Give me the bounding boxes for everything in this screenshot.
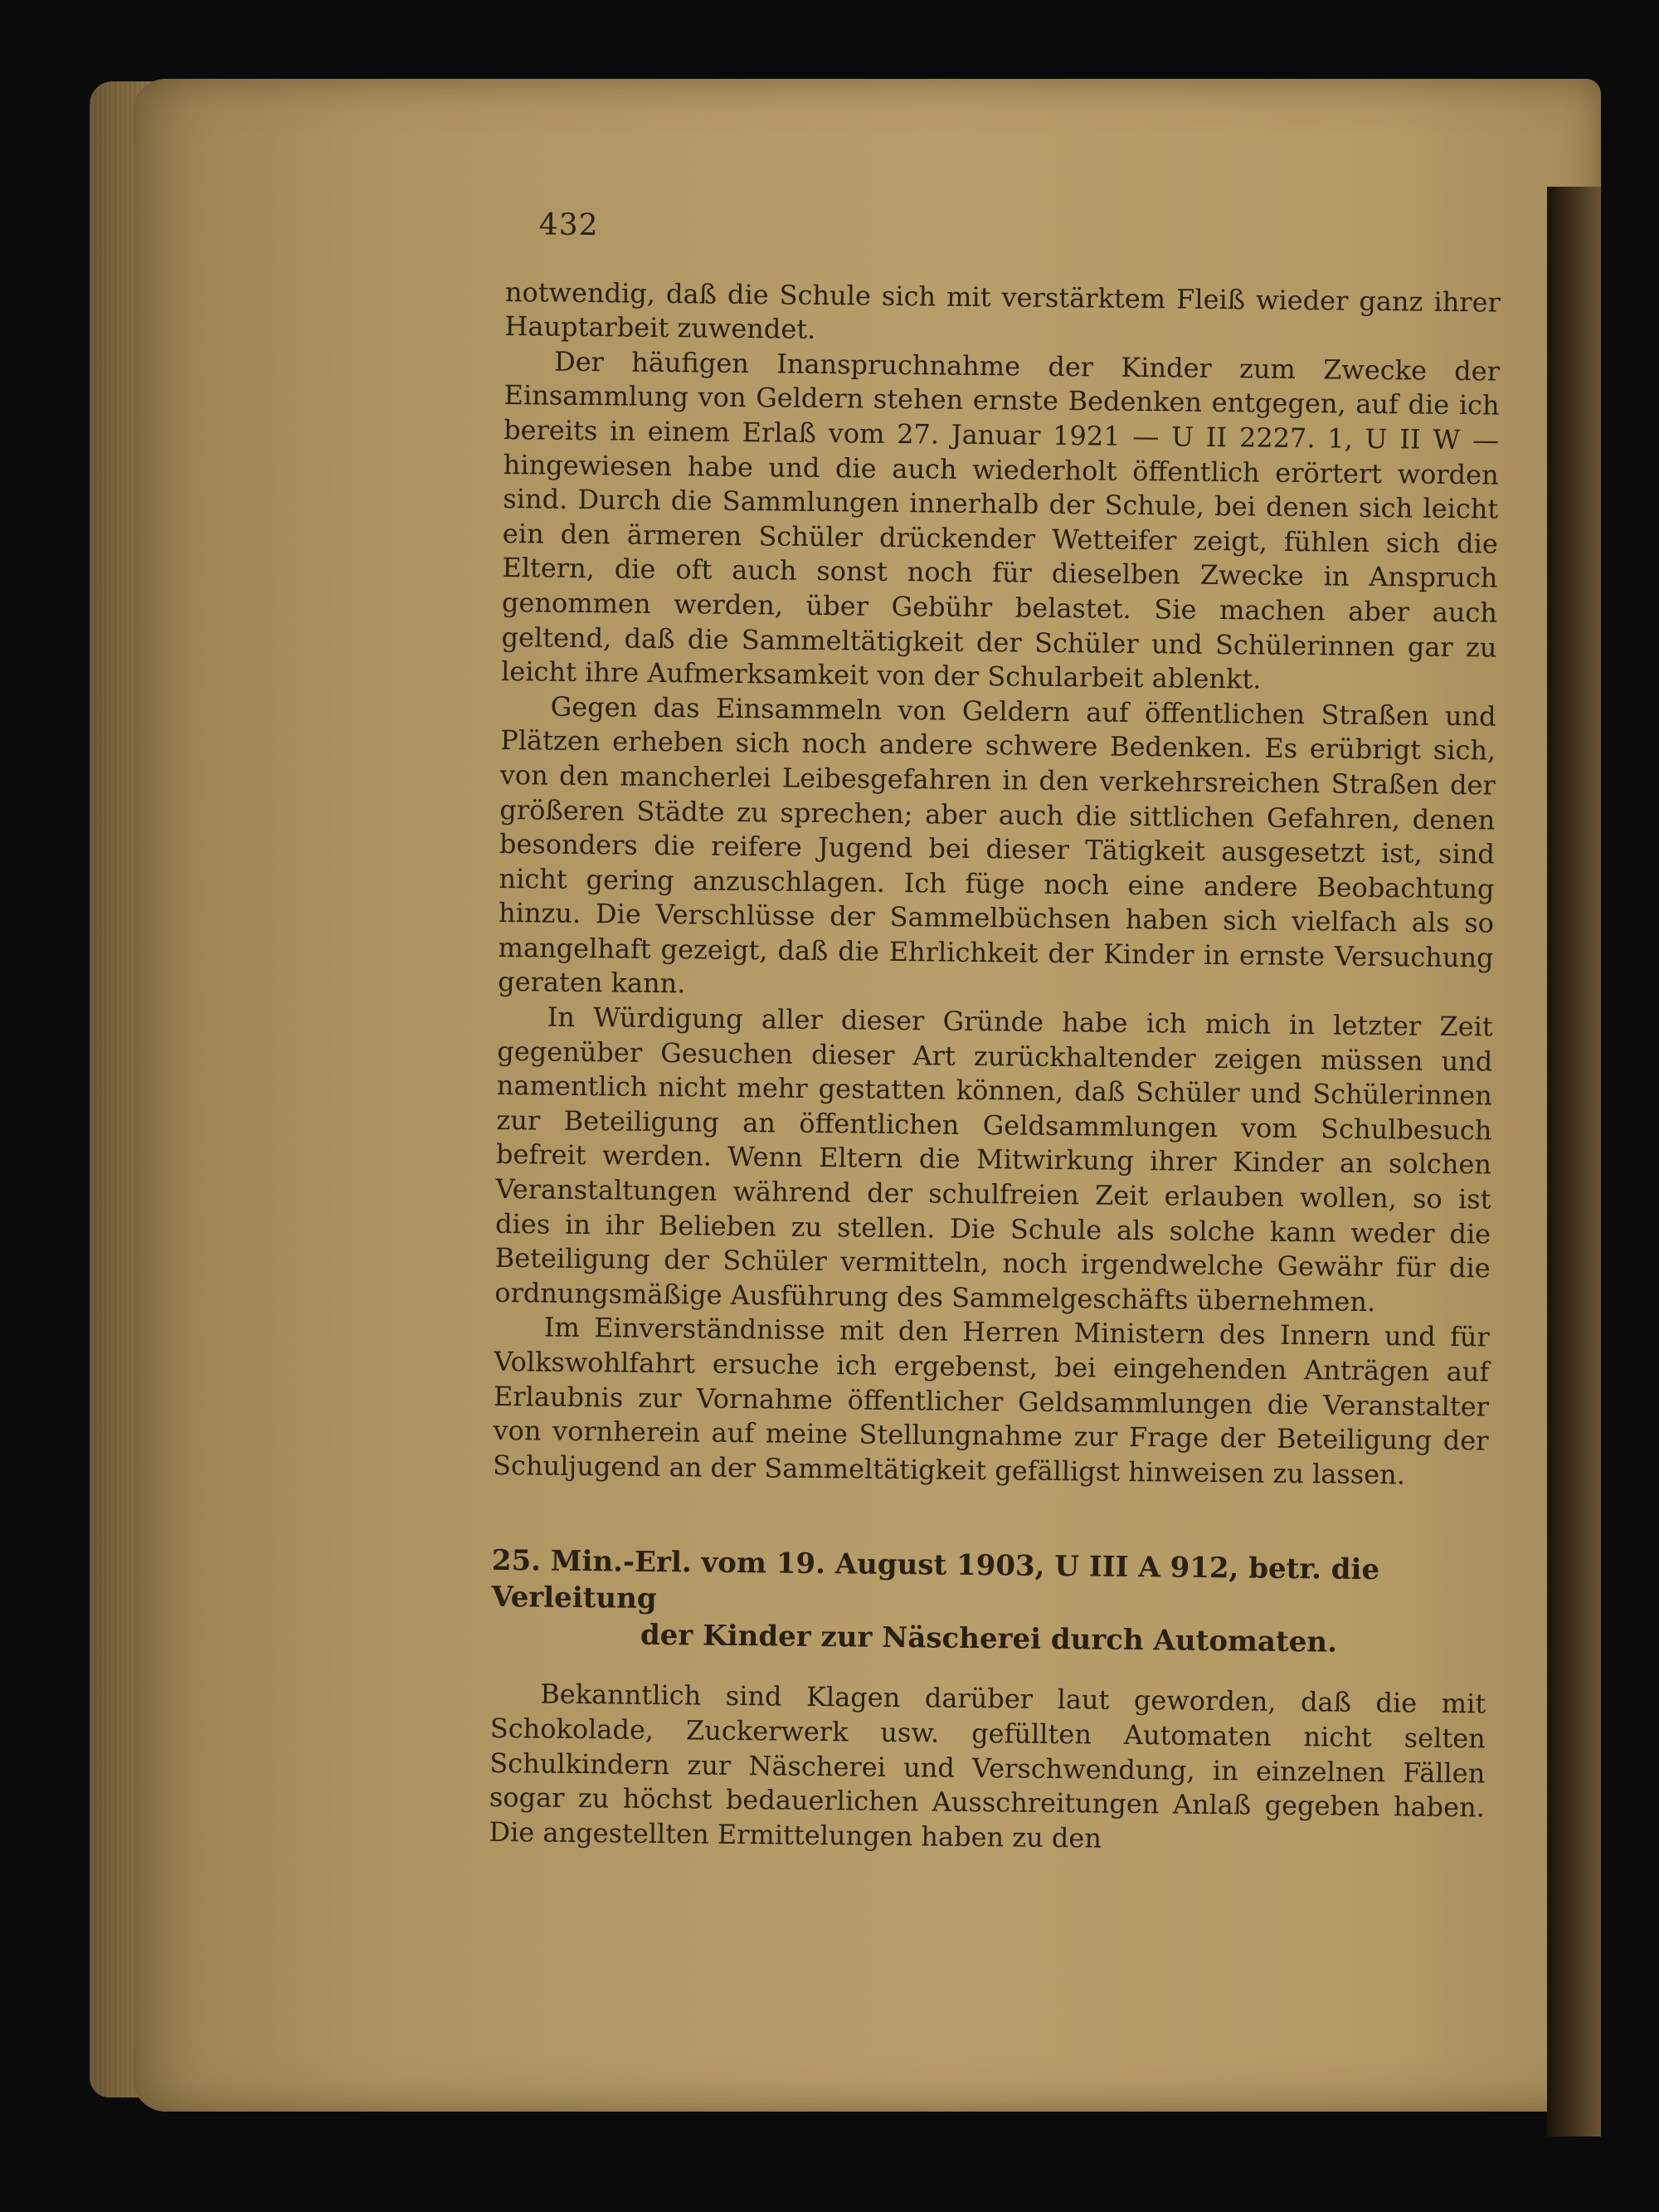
paragraph-1: notwendig, daß die Schule sich mit verstärktem Fleiß wieder ganz ihrer Hauptarbeit zuwendet.	[504, 275, 1501, 346]
gutter-shadow	[1547, 187, 1601, 2136]
paragraph-4: In Würdigung aller dieser Gründe habe ich mich in letzter Zeit gegenüber Gesuchen dieser Art zurückhaltender zeigen müssen und namentlich nicht mehr gestatten können, daß Schüler und Schülerinnen zur Beteiligung an öffentlichen Geldsammlungen vom Schulbesuch befreit werden. Wenn Eltern die Mitwirkung ihrer Kinder an solchen Veranstaltungen während der schulfreien Zeit erlauben wollen, so ist dies in ihr Belieben zu stellen. Die Schule als solche kann weder die Beteiligung der Schüler vermitteln, noch irgendwelche Gewähr für die ordnungsmäßige Ausführung des Sammelgeschäfts übernehmen.	[494, 1001, 1493, 1318]
paragraph-6: Bekanntlich sind Klagen darüber laut geworden, daß die mit Schokolade, Zuckerwerk usw. gefüllten Automaten nicht selten Schulkindern zur Näscherei und Verschwendung, in einzelnen Fällen sogar zu höchst bedauerlichen Ausschreitungen Anlaß gegeben haben. Die angestellten Ermittelungen haben zu den	[489, 1678, 1486, 1854]
paragraph-2: Der häufigen Inanspruchnahme der Kinder zum Zwecke der Einsammlung von Geldern stehen ernste Bedenken entgegen, auf die ich bereits in einem Erlaß vom 27. Januar 1921 — U II 2227. 1, U II W — hingewiesen habe und die auch wiederholt öffentlich erörtert worden sind. Durch die Sammlungen innerhalb der Schule, bei denen sich leicht ein den ärmeren Schüler drückender Wetteifer zeigt, fühlen sich die Eltern, die oft auch sonst noch für dieselben Zwecke in Anspruch genommen werden, über Gebühr belastet. Sie machen aber auch geltend, daß die Sammeltätigkeit der Schüler und Schülerinnen gar zu leicht ihre Aufmerksamkeit von der Schularbeit ablenkt.	[500, 345, 1501, 695]
section-heading	[491, 1542, 1487, 1663]
paragraph-3: Gegen das Einsammeln von Geldern auf öffentlichen Straßen und Plätzen erheben sich noch andere schwere Bedenken. Es erübrigt sich, von den mancherlei Leibesgefahren in den verkehrsreichen Straßen der größeren Städte zu sprechen; aber auch die sittlichen Gefahren, denen besonders die reifere Jugend bei dieser Tätigkeit ausgesetzt ist, sind nicht gering anzuschlagen. Ich füge noch eine andere Beobachtung hinzu. Die Verschlüsse der Sammelbüchsen haben sich vielfach als so mangelhaft gezeigt, daß die Ehrlichkeit der Kinder in ernste Versuchung geraten kann.	[498, 690, 1496, 1000]
page-number: 432	[538, 207, 599, 243]
section-heading-line-2: der Kinder zur Näscherei durch Automaten.	[640, 1619, 1338, 1659]
section-heading-line-1: 25. Min.-Erl. vom 19. August 1903, U III A 912, betr. die Verleitung	[491, 1544, 1380, 1616]
paragraph-5: Im Einverständnisse mit den Herren Ministern des Innern und für Volkswohlfahrt ersuche ich ergebenst, bei eingehenden Anträgen auf Erlaubnis zur Vornahme öffentlicher Geldsammlungen die Veranstalter von vornherein auf meine Stellungnahme zur Frage der Beteiligung der Schuljugend an der Sammeltätigkeit gefälligst hinweisen zu lassen.	[492, 1311, 1491, 1491]
page-text	[489, 207, 1501, 1860]
